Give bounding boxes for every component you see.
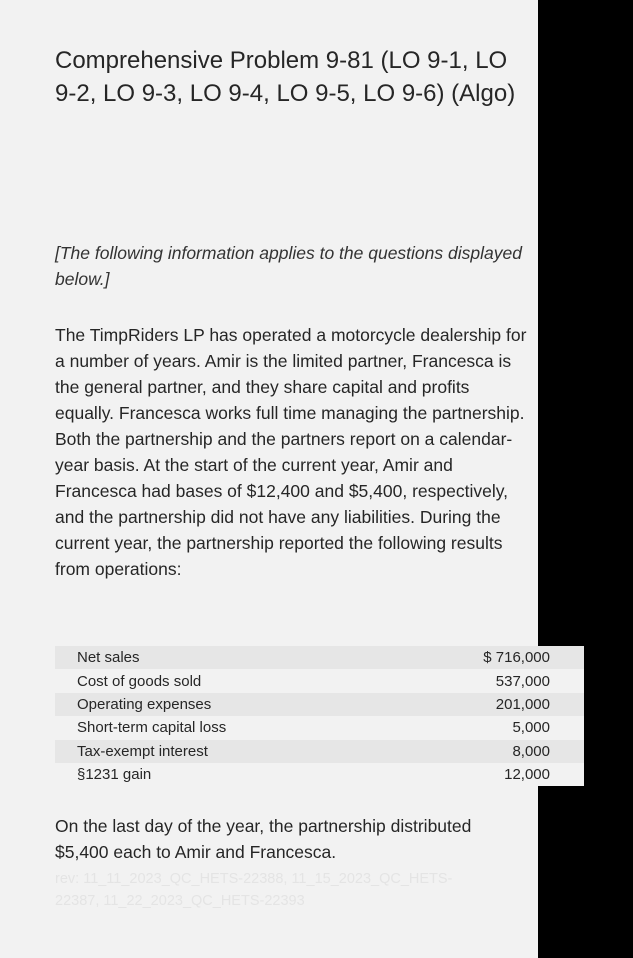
row-amount: $ 716,000 — [388, 646, 584, 669]
problem-title: Comprehensive Problem 9-81 (LO 9-1, LO 9-2, LO 9-3, LO 9-4, LO 9-5, LO 9-6) (Algo) — [55, 47, 516, 107]
row-amount: 537,000 — [388, 669, 584, 692]
row-label: Operating expenses — [55, 693, 388, 716]
table-row — [55, 740, 584, 763]
row-amount: 201,000 — [388, 693, 584, 716]
row-amount: 12,000 — [388, 763, 584, 786]
row-label: Cost of goods sold — [55, 669, 388, 692]
table-row — [55, 646, 584, 669]
table-row — [55, 763, 584, 786]
row-label: Net sales — [55, 646, 388, 669]
problem-description: The TimpRiders LP has operated a motorcycle dealership for a number of years. Amir is the limited partner, Francesca is the general partner, and they share capital and profits equally. Francesca works full time managing the partnership. Both the partnership and the partners report on a calendar-year basis. At the start of the current year, Amir and Francesca had bases of $12,400 and $5,400, respectively, and the partnership did not have any liabilities. During the current year, the partnership reported the following results from operations: — [55, 325, 527, 579]
table-row — [55, 693, 584, 716]
row-label: Short-term capital loss — [55, 716, 388, 739]
table-row — [55, 716, 584, 739]
row-amount: 8,000 — [388, 740, 584, 763]
distribution-note: On the last day of the year, the partnership distributed $5,400 each to Amir and Francesca. — [55, 816, 472, 862]
revision-stamp: rev: 11_11_2023_QC_HETS-22388, 11_15_2023_QC_HETS-22387, 11_22_2023_QC_HETS-22393 — [55, 871, 453, 909]
row-label: §1231 gain — [55, 763, 388, 786]
row-label: Tax-exempt interest — [55, 740, 388, 763]
intro-note: [The following information applies to the questions displayed below.] — [55, 243, 522, 289]
operations-results-table — [55, 646, 584, 786]
row-amount: 5,000 — [388, 716, 584, 739]
table-row — [55, 669, 584, 692]
